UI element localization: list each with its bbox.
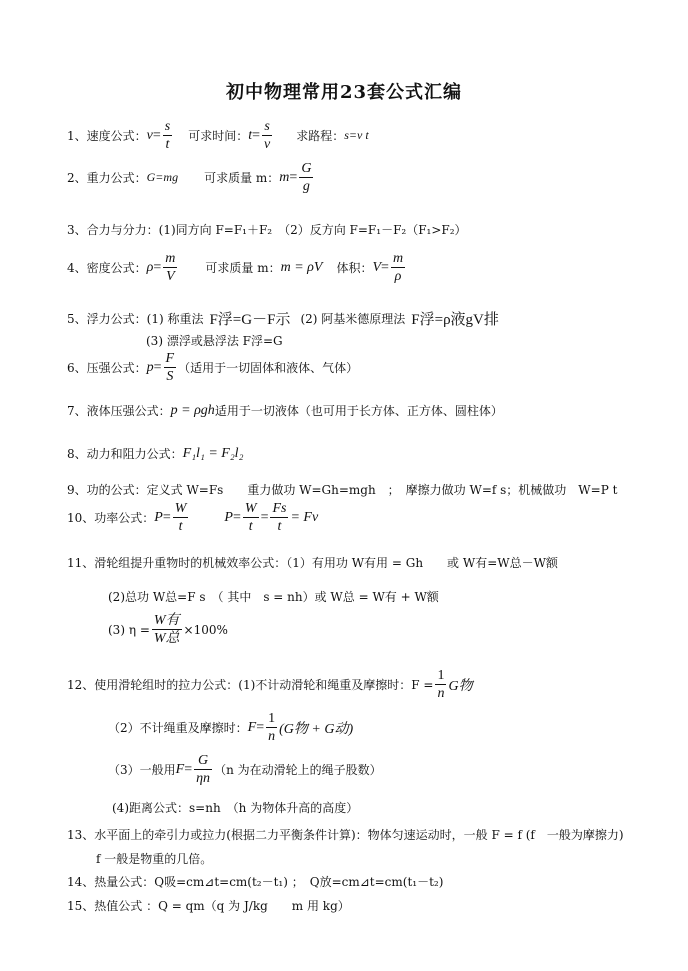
- formula-6-eq: =: [153, 359, 162, 375]
- formula-11-line2-text: (2)总功 W总=F s （ 其中 s = nh）或 W总 = W有 + W额: [108, 590, 439, 604]
- formula-5-buoyancy: [67, 308, 499, 329]
- formula-7-liquid-pressure: [67, 402, 503, 419]
- formula-12-label2: （2）不计绳重及摩擦时：: [108, 721, 248, 735]
- formula-10-den: t: [178, 519, 183, 534]
- formula-5-line2: [146, 332, 283, 349]
- formula-12-label: 12、使用滑轮组时的拉力公式：(1)不计动滑轮和绳重及摩擦时：F =: [67, 678, 434, 692]
- formula-2-den: g: [302, 179, 310, 194]
- formula-6-fraction: [164, 350, 177, 385]
- formula-10-rhs: = Fv: [290, 509, 319, 525]
- formula-4-eq: =: [153, 259, 162, 275]
- formula-1-label: 1、速度公式：: [67, 129, 147, 143]
- formula-10-den2: t: [248, 519, 253, 534]
- formula-3-text: 3、合力与分力：(1)同方向 F=F₁＋F₂ （2）反方向 F=F₁－F₂（F₁>F₂）: [67, 223, 467, 237]
- formula-12-den3: ηn: [196, 771, 211, 786]
- formula-14-heat: [67, 873, 443, 890]
- formula-1-fraction: [163, 118, 172, 153]
- formula-12-note3: （n 为在动滑轮上的绳子股数）: [214, 763, 382, 777]
- formula-6-p: p: [146, 359, 154, 375]
- formula-11-efficiency: [67, 554, 558, 571]
- formula-2-m: m: [279, 169, 290, 185]
- formula-4-eq3: =: [381, 259, 389, 275]
- formula-5-d: F浮=ρ液gV排: [411, 312, 499, 328]
- formula-14-text: 14、热量公式：Q吸=cm⊿t=cm(t₂－t₁) ； Q放=cm⊿t=cm(t₁－t₂): [67, 875, 444, 889]
- formula-1-label3: 求路程：: [296, 129, 345, 143]
- formula-7-expr: p = ρgh: [170, 402, 215, 418]
- formula-12-label3: （3）一般用: [108, 763, 176, 777]
- formula-1-t: t: [248, 127, 253, 143]
- formula-10-fraction2: [243, 500, 259, 535]
- formula-1-den2: v: [264, 137, 271, 152]
- formula-1-fraction2: [262, 118, 272, 153]
- formula-4-density: [67, 250, 407, 285]
- formula-8-expr: F₁l₁ = F₂l₂: [182, 445, 244, 461]
- formula-11-den: W总: [153, 631, 180, 646]
- formula-6-note: （适用于一切固体和液体、气体）: [178, 361, 359, 375]
- formula-12-num2: 1: [268, 711, 276, 726]
- formula-11-line3: [108, 612, 228, 647]
- formula-10-num3: Fs: [272, 501, 287, 516]
- formula-11-num: W有: [153, 613, 180, 628]
- formula-2-label2: 可求质量 m：: [204, 171, 280, 185]
- formula-15-text: 15、热值公式 ：Q = qm（q 为 J/kg m 用 kg）: [67, 899, 350, 913]
- formula-8-lever: [67, 445, 243, 462]
- formula-6-pressure: [67, 350, 358, 385]
- formula-12-line3: [108, 752, 382, 787]
- formula-12-fraction: [435, 667, 446, 702]
- formula-12-rest2: (G物 + G动): [279, 721, 354, 737]
- formula-3-resultant: [67, 221, 467, 238]
- formula-1-eq: =: [152, 127, 161, 143]
- formula-4-num: m: [165, 251, 176, 266]
- formula-1-eq2: =: [252, 127, 261, 143]
- formula-7-note: 适用于一切液体（也可用于长方体、正方体、圆柱体）: [214, 404, 503, 418]
- formula-13-line2: [96, 850, 212, 867]
- formula-12-num: 1: [437, 668, 445, 683]
- formula-4-fraction: [163, 250, 177, 285]
- formula-11-line2: [108, 588, 439, 605]
- formula-4-rho: ρ: [146, 259, 154, 275]
- formula-9-work: [67, 481, 617, 498]
- formula-1-den: t: [165, 137, 170, 152]
- formula-10-eq: =: [162, 509, 171, 525]
- formula-12-eq3: =: [184, 761, 193, 777]
- formula-12-line4-text: (4)距离公式：s=nh （h 为物体升高的高度）: [112, 801, 359, 815]
- formula-12-den: n: [437, 686, 445, 701]
- formula-5-c: (2) 阿基米德原理法: [300, 312, 406, 326]
- formula-4-fraction3: [391, 250, 405, 285]
- formula-11-fraction: [152, 612, 182, 647]
- formula-5-b: F浮=G－F示: [209, 312, 291, 328]
- formula-6-label: 6、压强公式：: [67, 361, 147, 375]
- formula-12-fraction3: [194, 752, 212, 787]
- formula-11-pct: ×100%: [183, 622, 228, 637]
- formula-10-den3: t: [277, 519, 282, 534]
- formula-10-P2: P: [224, 509, 233, 525]
- formula-13-line1: 13、水平面上的牵引力或拉力(根据二力平衡条件计算)：物体匀速运动时，一般 F = f (f 一般为摩擦力): [67, 828, 624, 842]
- formula-4-num3: m: [392, 251, 404, 266]
- formula-12-den2: n: [268, 729, 276, 744]
- formula-10-fraction3: [270, 500, 288, 535]
- formula-2-label: 2、重力公式：: [67, 171, 147, 185]
- formula-10-label: 10、功率公式：: [67, 511, 155, 525]
- formula-12-line2: [108, 710, 353, 745]
- formula-12-eq2: =: [256, 719, 265, 735]
- formula-10-power: [67, 500, 318, 535]
- formula-4-label2: 可求质量 m：: [205, 261, 281, 275]
- formula-2-gravity: [67, 160, 315, 195]
- formula-4-label3: 体积：: [336, 261, 373, 275]
- formula-10-num2: W: [244, 501, 257, 516]
- formula-1-speed: [67, 118, 369, 153]
- formula-1-label2: 可求时间：: [188, 129, 249, 143]
- formula-10-eq2: =: [232, 509, 241, 525]
- formula-1-v: v: [146, 127, 153, 143]
- page-title: 初中物理常用23套公式汇编: [225, 82, 463, 103]
- formula-13-line2-text: f 一般是物重的几倍。: [96, 852, 213, 866]
- formula-10-fraction: [173, 500, 189, 535]
- formula-4-expr2: m = ρV: [280, 259, 323, 275]
- formula-12-num3: G: [198, 753, 209, 768]
- formula-12-F3: F: [175, 761, 185, 777]
- formula-12-F2: F: [247, 719, 257, 735]
- formula-2-eq: =: [289, 169, 298, 185]
- formula-7-label: 7、液体压强公式：: [67, 404, 171, 418]
- formula-2-num: G: [301, 161, 312, 176]
- formula-4-label: 4、密度公式：: [67, 261, 147, 275]
- formula-15-calorific: [67, 897, 350, 914]
- formula-12-pulling-force: [67, 667, 473, 702]
- formula-11-line1: 11、滑轮组提升重物时的机械效率公式：（1）有用功 W有用 = Gh 或 W有=W总－W额: [67, 556, 558, 570]
- formula-10-eq3: =: [260, 509, 269, 525]
- formula-1-num2: s: [264, 119, 270, 134]
- formula-10-num: W: [174, 501, 187, 516]
- formula-4-den: V: [166, 269, 175, 284]
- formula-4-den3: ρ: [394, 269, 402, 284]
- formula-12-Gwu: G物: [448, 678, 473, 694]
- formula-2-expr: G=mg: [146, 170, 179, 184]
- formula-6-num: F: [165, 351, 175, 366]
- formula-8-label: 8、动力和阻力公式：: [67, 447, 183, 461]
- formula-11-label3: (3) η =: [108, 622, 150, 637]
- formula-13-traction: [67, 826, 624, 843]
- formula-1-num: s: [164, 119, 171, 134]
- formula-5-a: 5、浮力公式：(1) 称重法: [67, 312, 204, 326]
- formula-4-V3: V: [372, 259, 382, 275]
- formula-12-line4: [112, 799, 358, 816]
- formula-10-P: P: [154, 509, 163, 525]
- formula-6-den: S: [166, 369, 174, 384]
- formula-5-line2-text: (3) 漂浮或悬浮法 F浮=G: [146, 334, 283, 348]
- formula-2-fraction: [299, 160, 313, 195]
- formula-1-rhs3: s=v t: [344, 128, 369, 142]
- formula-12-fraction2: [266, 710, 277, 745]
- formula-9-text: 9、功的公式：定义式 W=Fs 重力做功 W=Gh=mgh ； 摩擦力做功 W=f s；机械做功 W=P t: [67, 483, 618, 497]
